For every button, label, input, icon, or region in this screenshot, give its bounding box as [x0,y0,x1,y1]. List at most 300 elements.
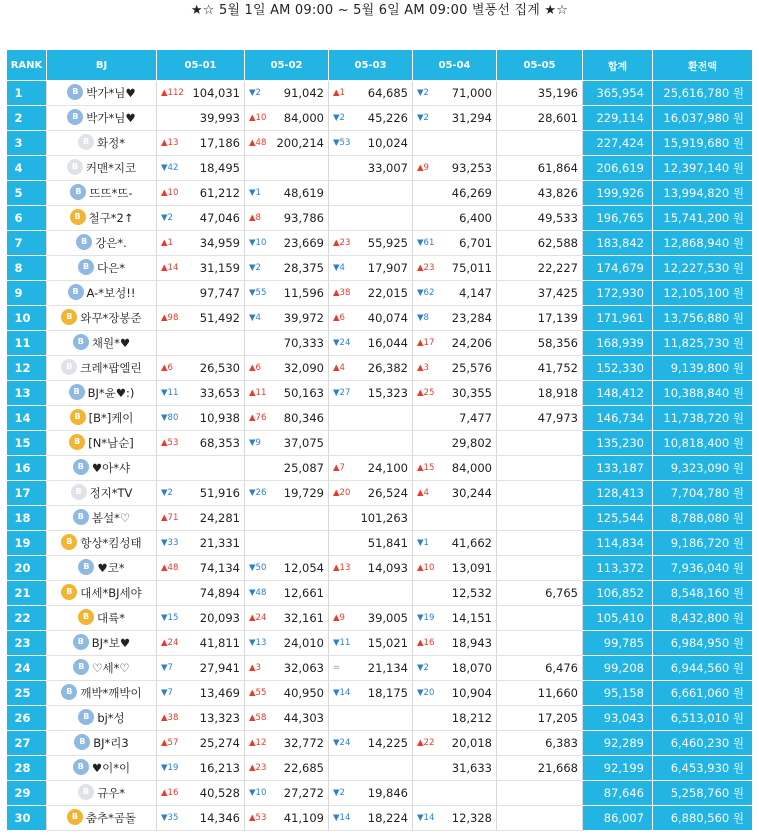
day-cell [329,756,413,781]
day-value: 29,802 [451,436,492,450]
day-value: 39,993 [199,111,240,125]
day-value: 26,530 [199,361,240,375]
rank-change: ▲53 [161,438,179,448]
rank-change: ▼42 [161,163,179,173]
rank-cell: 2 [7,106,47,131]
bj-cell [47,556,157,581]
day-cell [245,756,329,781]
bj-name: 다은* [97,260,125,275]
rank-change: ▲48 [161,563,179,573]
day-cell [245,381,329,406]
rank-cell: 1 [7,81,47,106]
day-cell [329,781,413,806]
rank-change: ▲8 [249,213,261,223]
rank-cell: 11 [7,331,47,356]
day-value: 18,212 [451,711,492,725]
day-cell [245,506,329,531]
rank-cell: 13 [7,381,47,406]
total-cell: 196,765 [583,206,653,231]
bj-cell [47,206,157,231]
day-cell [497,781,583,806]
day-cell [497,206,583,231]
rank-change: ▲53 [249,813,267,823]
avatar-icon: B [76,234,92,250]
day-cell [157,206,245,231]
avatar-icon: B [67,84,83,100]
exchange-cell: 15,741,200 원 [653,206,753,231]
bj-cell [47,381,157,406]
day-cell [497,306,583,331]
day-cell [413,356,497,381]
day-cell [329,331,413,356]
day-cell [413,256,497,281]
day-cell [497,731,583,756]
table-row [7,231,753,256]
bj-name: 와꾸*장봉준 [80,310,142,325]
exchange-cell: 9,186,720 원 [653,531,753,556]
day-value: 15,323 [367,386,408,400]
day-value: 16,044 [367,336,408,350]
bj-cell [47,656,157,681]
day-cell [413,231,497,256]
day-value: 47,046 [199,211,240,225]
rank-cell: 12 [7,356,47,381]
day-cell [329,181,413,206]
day-value: 62,588 [537,236,578,250]
table-row [7,706,753,731]
header-0501: 05-01 [157,50,245,81]
avatar-icon: B [70,184,86,200]
rank-change: ▼4 [333,263,345,273]
total-cell: 135,230 [583,431,653,456]
avatar-icon: B [69,384,85,400]
exchange-cell: 11,825,730 원 [653,331,753,356]
avatar-icon: B [78,259,94,275]
day-cell [245,431,329,456]
bj-cell [47,756,157,781]
header-rank: RANK [7,50,47,81]
day-cell [497,156,583,181]
day-cell [413,706,497,731]
rank-change: ▲1 [333,88,345,98]
exchange-cell: 12,105,100 원 [653,281,753,306]
rank-change: ▲13 [333,563,351,573]
bj-name: 채원*♥ [91,335,131,350]
page-title: ★☆ 5월 1일 AM 09:00 ~ 5월 6일 AM 09:00 별풍선 집계 ★☆ [190,3,569,18]
rank-change: ▲98 [161,313,179,323]
rank-change: ▲13 [161,138,179,148]
total-cell: 113,372 [583,556,653,581]
day-cell [157,256,245,281]
day-value: 12,661 [283,586,324,600]
rank-change: ▲6 [249,363,261,373]
day-value: 41,752 [537,361,578,375]
day-value: 51,492 [199,311,240,325]
rank-change: = [333,663,341,673]
table-row [7,681,753,706]
day-cell [413,606,497,631]
day-value: 28,375 [283,261,324,275]
avatar-icon: B [78,134,94,150]
day-cell [157,706,245,731]
bj-name: 대세*BJ세야 [80,585,142,600]
day-cell [245,231,329,256]
day-value: 41,811 [199,636,240,650]
day-value: 33,653 [199,386,240,400]
day-cell [329,281,413,306]
day-cell [329,206,413,231]
rank-change: ▼33 [161,538,179,548]
day-cell [413,381,497,406]
rank-change: ▼13 [249,638,267,648]
day-value: 22,685 [283,761,324,775]
total-cell: 172,930 [583,281,653,306]
rank-change: ▼7 [161,688,173,698]
rank-change: ▼15 [161,613,179,623]
day-cell [157,556,245,581]
day-value: 17,205 [537,711,578,725]
day-value: 40,950 [283,686,324,700]
avatar-icon: B [61,309,77,325]
day-cell [245,706,329,731]
day-value: 75,011 [451,261,492,275]
exchange-cell: 15,919,680 원 [653,131,753,156]
total-cell: 206,619 [583,156,653,181]
bj-name: A-*보성!! [86,285,136,300]
day-cell [329,731,413,756]
rank-cell: 25 [7,681,47,706]
bj-cell [47,131,157,156]
rank-change: ▼61 [417,238,435,248]
total-cell: 365,954 [583,81,653,106]
table-row [7,481,753,506]
day-cell [245,731,329,756]
rank-change: ▲23 [417,263,435,273]
day-cell [497,556,583,581]
table-row [7,356,753,381]
day-cell [497,706,583,731]
total-cell: 146,734 [583,406,653,431]
day-value: 14,151 [451,611,492,625]
day-cell [157,631,245,656]
day-cell [497,681,583,706]
day-cell [413,656,497,681]
bj-cell [47,681,157,706]
day-cell [329,456,413,481]
exchange-cell: 6,944,560 원 [653,656,753,681]
rank-cell: 17 [7,481,47,506]
rank-change: ▼2 [161,488,173,498]
day-cell [245,556,329,581]
day-value: 31,159 [199,261,240,275]
bj-cell [47,156,157,181]
day-cell [497,331,583,356]
exchange-cell: 25,616,780 원 [653,81,753,106]
rank-change: ▲25 [417,388,435,398]
day-value: 18,943 [451,636,492,650]
rank-change: ▼11 [161,388,179,398]
rank-change: ▼8 [417,313,429,323]
day-value: 61,864 [537,161,578,175]
day-cell [245,106,329,131]
bj-cell [47,356,157,381]
avatar-icon: B [73,659,89,675]
day-cell [497,531,583,556]
day-value: 20,018 [451,736,492,750]
day-value: 71,000 [451,86,492,100]
day-value: 41,662 [451,536,492,550]
day-cell [245,606,329,631]
rank-change: ▼2 [333,113,345,123]
table-row [7,206,753,231]
day-value: 43,826 [537,186,578,200]
rank-change: ▼2 [333,788,345,798]
day-value: 31,633 [451,761,492,775]
day-cell [413,581,497,606]
day-cell [329,606,413,631]
day-cell [413,481,497,506]
table-row [7,581,753,606]
day-value: 55,925 [367,236,408,250]
rank-change: ▼80 [161,413,179,423]
total-cell: 199,926 [583,181,653,206]
bj-name: BJ*리3 [93,735,129,750]
rank-change: ▼26 [249,488,267,498]
day-cell [413,281,497,306]
day-cell [245,406,329,431]
rank-cell: 27 [7,731,47,756]
day-value: 22,015 [367,286,408,300]
day-value: 13,323 [199,711,240,725]
day-value: 24,206 [451,336,492,350]
total-cell: 168,939 [583,331,653,356]
bj-cell [47,256,157,281]
day-cell [413,531,497,556]
rank-cell: 18 [7,506,47,531]
rank-change: ▼14 [417,813,435,823]
day-cell [329,381,413,406]
day-value: 12,054 [283,561,324,575]
day-value: 104,031 [192,86,240,100]
table-header-row [7,50,753,81]
rank-change: ▲16 [417,638,435,648]
day-value: 34,959 [199,236,240,250]
day-cell [329,356,413,381]
day-value: 51,841 [367,536,408,550]
day-cell [413,406,497,431]
exchange-cell: 16,037,980 원 [653,106,753,131]
day-value: 14,225 [367,736,408,750]
rank-change: ▼24 [333,738,351,748]
table-row [7,381,753,406]
exchange-cell: 7,704,780 원 [653,481,753,506]
bj-cell [47,406,157,431]
day-value: 10,938 [199,411,240,425]
exchange-cell: 13,994,820 원 [653,181,753,206]
total-cell: 183,842 [583,231,653,256]
day-cell [157,756,245,781]
bj-name: 철구*2↑ [88,210,134,225]
rank-change: ▲4 [417,488,429,498]
avatar-icon: B [71,484,87,500]
exchange-cell: 6,453,930 원 [653,756,753,781]
rank-change: ▲48 [249,138,267,148]
day-cell [157,581,245,606]
day-cell [157,531,245,556]
rank-change: ▼9 [249,438,261,448]
day-value: 15,021 [367,636,408,650]
day-cell [413,631,497,656]
day-cell [329,431,413,456]
day-value: 20,093 [199,611,240,625]
bj-cell [47,306,157,331]
total-cell: 152,330 [583,356,653,381]
day-value: 30,244 [451,486,492,500]
day-value: 32,090 [283,361,324,375]
bj-cell [47,431,157,456]
rank-change: ▲12 [249,738,267,748]
rank-change: ▼11 [333,638,351,648]
table-row [7,106,753,131]
day-value: 101,263 [360,511,408,525]
rank-change: ▼1 [417,538,429,548]
day-cell [157,156,245,181]
day-cell [413,506,497,531]
avatar-icon: B [67,809,83,825]
day-value: 32,161 [283,611,324,625]
avatar-icon: B [61,534,77,550]
rank-change: ▲23 [333,238,351,248]
day-cell [245,331,329,356]
table-row [7,331,753,356]
bj-cell [47,531,157,556]
day-cell [413,556,497,581]
rank-cell: 16 [7,456,47,481]
bj-name: 강은*. [95,235,127,250]
day-value: 31,294 [451,111,492,125]
header-0505: 05-05 [497,50,583,81]
rank-change: ▼62 [417,288,435,298]
avatar-icon: B [73,759,89,775]
avatar-icon: B [78,784,94,800]
day-cell [329,706,413,731]
day-cell [157,481,245,506]
rank-change: ▲3 [417,363,429,373]
rank-cell: 30 [7,806,47,831]
day-cell [329,631,413,656]
rank-change: ▲16 [161,788,179,798]
day-value: 84,000 [283,111,324,125]
rank-change: ▲4 [333,363,345,373]
bj-name: [B*]케이 [88,410,134,425]
table-row [7,531,753,556]
total-cell: 106,852 [583,581,653,606]
bj-cell [47,331,157,356]
total-cell: 92,289 [583,731,653,756]
day-cell [245,631,329,656]
rank-change: ▲9 [417,163,429,173]
rank-change: ▲24 [161,638,179,648]
day-value: 74,894 [199,586,240,600]
rank-cell: 8 [7,256,47,281]
bj-name: 뜨뜨*뜨- [89,185,133,200]
day-cell [413,331,497,356]
table-row [7,606,753,631]
day-cell [497,256,583,281]
rank-change: ▼2 [417,663,429,673]
bj-name: ♡세*♡ [92,660,130,675]
bj-name: bj*성 [97,710,125,725]
day-cell [497,356,583,381]
rank-change: ▼27 [333,388,351,398]
total-cell: 95,158 [583,681,653,706]
day-value: 27,941 [199,661,240,675]
rank-cell: 20 [7,556,47,581]
day-cell [245,481,329,506]
day-cell [245,531,329,556]
day-value: 16,213 [199,761,240,775]
day-value: 12,532 [451,586,492,600]
rank-change: ▼24 [333,338,351,348]
day-cell [329,106,413,131]
day-value: 28,601 [537,111,578,125]
day-cell [245,456,329,481]
day-value: 22,227 [537,261,578,275]
rank-change: ▼4 [249,313,261,323]
day-cell [157,181,245,206]
day-cell [245,656,329,681]
day-cell [245,281,329,306]
table-row [7,281,753,306]
bj-cell [47,506,157,531]
rank-change: ▼19 [417,613,435,623]
day-cell [329,656,413,681]
rank-change: ▼2 [249,88,261,98]
day-cell [245,681,329,706]
day-value: 35,196 [537,86,578,100]
total-cell: 227,424 [583,131,653,156]
total-cell: 99,785 [583,631,653,656]
header-0502: 05-02 [245,50,329,81]
table-row [7,306,753,331]
day-value: 23,669 [283,236,324,250]
day-cell [329,531,413,556]
day-cell [157,606,245,631]
bj-cell [47,106,157,131]
bj-name: 커맨*지코 [85,160,137,175]
day-value: 18,918 [537,386,578,400]
day-cell [497,756,583,781]
day-cell [329,156,413,181]
day-value: 24,100 [367,461,408,475]
exchange-cell: 6,880,560 원 [653,806,753,831]
rank-cell: 6 [7,206,47,231]
day-cell [329,806,413,831]
day-cell [157,681,245,706]
exchange-cell: 6,460,230 원 [653,731,753,756]
rank-cell: 24 [7,656,47,681]
rank-change: ▲15 [417,463,435,473]
day-value: 10,904 [451,686,492,700]
day-cell [413,756,497,781]
table-body [7,81,753,831]
day-cell [157,431,245,456]
day-value: 74,134 [199,561,240,575]
total-cell: 229,114 [583,106,653,131]
exchange-cell: 11,738,720 원 [653,406,753,431]
day-cell [329,131,413,156]
table-row [7,131,753,156]
